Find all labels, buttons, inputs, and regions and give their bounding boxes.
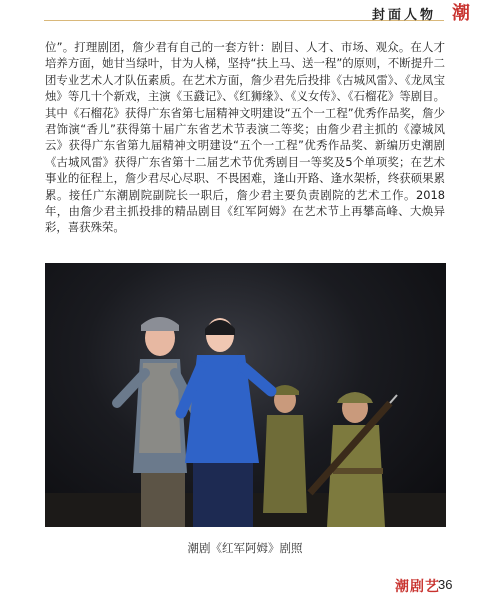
magazine-logo: 潮剧艺 bbox=[395, 579, 440, 595]
stage-photo-illustration bbox=[45, 263, 446, 527]
page-header bbox=[0, 0, 490, 28]
stage-photo bbox=[45, 263, 446, 527]
photo-caption: 潮剧《红军阿姆》剧照 bbox=[187, 541, 303, 555]
seal-glyph: 潮 bbox=[452, 3, 470, 24]
soldier-figure-1 bbox=[263, 385, 307, 513]
article-paragraph: 位”。打理剧团，詹少君有自己的一套方针：剧目、人才、市场、观众。在人才培养方面，她甘当绿叶，甘为人梯，坚持“扶上马、送一程”的原则，不断提升二团专业艺术人才队伍素质。在艺术方面，詹少君先后投排《古城风雷》、《龙凤宝烛》等几十个新戏，主演《玉鼗记》、《红狮缘》、《义女传》、《石榴花》等剧目。其中《石榴花》获得广东省第七届精神文明建设“五个一工程”优秀作品奖，詹少君饰演“香儿”获得第十届广东省艺术节表演二等奖；由詹少君主抓的《濠城风云》获得广东省第九届精神文明建设“五个一工程”优秀作品奖、新编历史潮剧《古城风雷》获得广东省第十二届艺术节优秀剧目一等奖及5个单项奖；在艺术事业的征程上，詹少君尽心尽职、不畏困难，逢山开路、逢水架桥，终获硕果累累。接任广东潮剧院副院长一职后，詹少君主要负责剧院的艺术工作。2018年，由詹少君主抓投排的精品剧目《红军阿姆》在艺术节上再攀高峰、大焕异彩，喜获殊荣。 bbox=[45, 40, 445, 235]
seal-logo-icon bbox=[450, 2, 472, 26]
page-number: 36 bbox=[438, 577, 453, 592]
section-title: 封面人物 bbox=[372, 8, 437, 23]
